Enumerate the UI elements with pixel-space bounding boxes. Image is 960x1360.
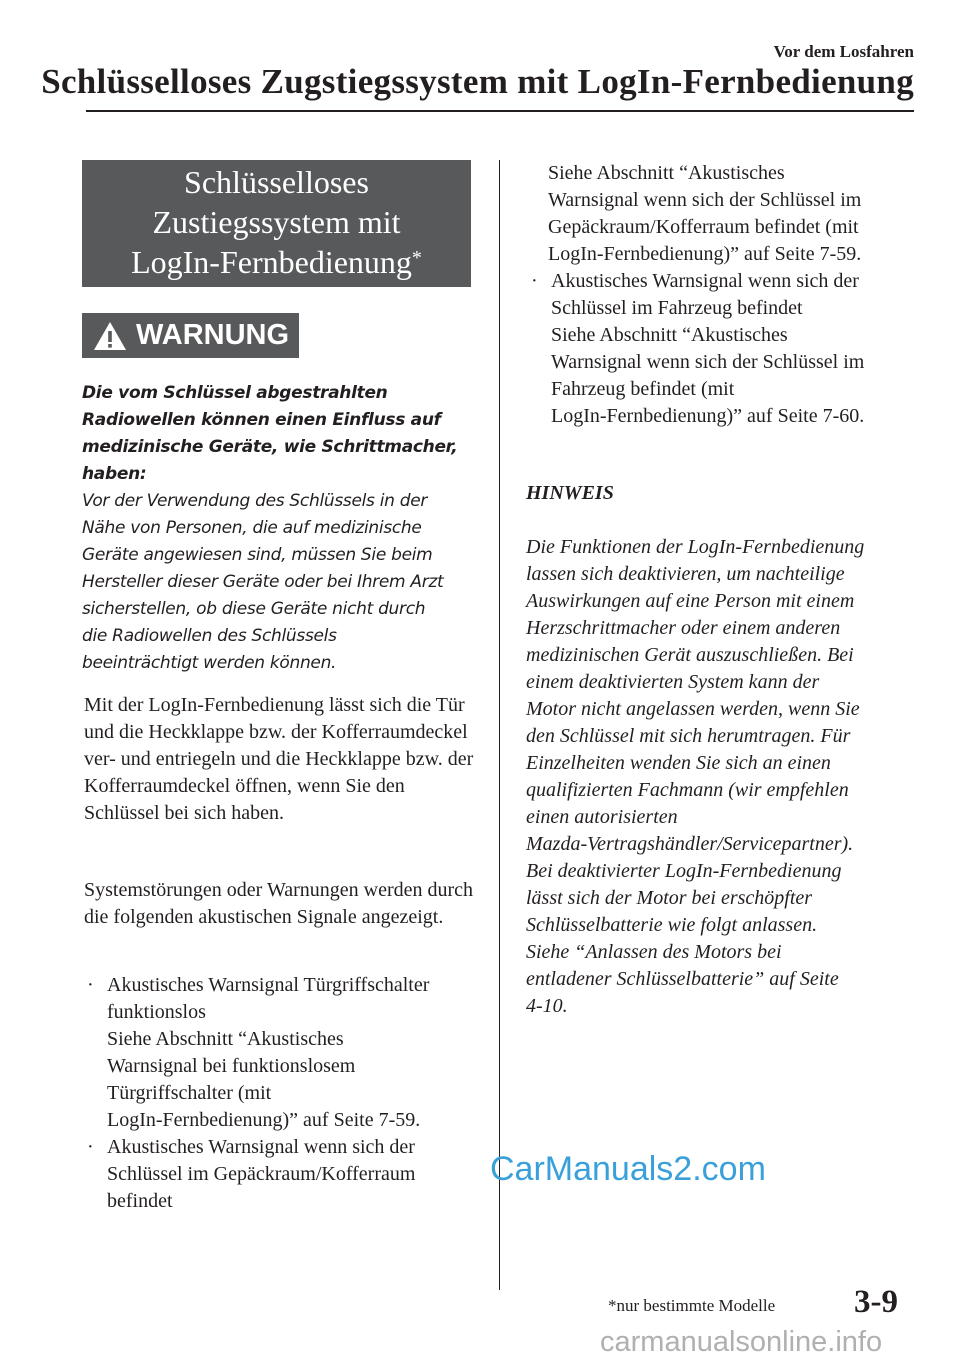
list-item-text: Akustisches Warnsignal Türgriffschalter funktionslos Siehe Abschnitt “Akustisches Warnsignal bei funktionslosem Türgriffschalter (mit LogIn-Fernbedienung)” auf Seite 7-59.	[107, 974, 430, 1131]
page-header-title: Schlüsselloses Zugstiegssystem mit LogIn-Fernbedienung	[41, 62, 914, 101]
warning-bold-line: Die vom Schlüssel abgestrahlten	[82, 383, 388, 403]
list-item-text: Akustisches Warnsignal wenn sich der Schlüssel im Gepäckraum/Kofferraum befindet	[107, 1136, 416, 1212]
bullet-dot: ·	[87, 1136, 94, 1158]
site-watermark: carmanualsonline.info	[600, 1326, 883, 1358]
note-block	[526, 453, 918, 1020]
warning-badge	[82, 313, 299, 358]
warning-bold-line: haben:	[82, 464, 147, 484]
list-item-continuation: Siehe Abschnitt “Akustisches Warnsignal wenn sich der Schlüssel im Gepäckraum/Kofferraum befindet (mit LogIn-Fernbedienung)” auf Seite 7-59.	[548, 162, 862, 265]
footnote: *nur bestimmte Modelle	[608, 1296, 776, 1315]
bullet-dot: ·	[531, 270, 538, 292]
warning-line: Vor der Verwendung des Schlüssels in der	[82, 491, 428, 511]
warning-label: WARNUNG	[136, 319, 290, 351]
body-paragraph: Mit der LogIn-Fernbedienung lässt sich die Tür und die Heckklappe bzw. der Kofferraumdeckel ver- und entriegeln und die Heckklappe bzw. der Kofferraumdeckel öffnen, wenn Sie den Schlüssel bei sich haben.	[84, 694, 474, 824]
warning-line: Geräte angewiesen sind, müssen Sie beim	[82, 545, 433, 565]
footnote-mark: *	[411, 247, 422, 269]
section-title-box	[82, 160, 471, 287]
warning-bold-line: medizinische Geräte, wie Schrittmacher,	[82, 437, 458, 457]
warning-text	[82, 380, 477, 677]
page-number: 3-9	[854, 1284, 898, 1320]
note-text: Die Funktionen der LogIn-Fernbedienung lassen sich deaktivieren, um nachteilige Auswirkungen auf eine Person mit einem Herzschrittmacher oder einem anderen medizinischen Gerät auszuschließen. Bei einem deaktivierten System kann der Motor nicht angelassen werden, wenn Sie den Schlüssel mit sich herumtragen. Für Einzelheiten wenden Sie sich an einen qualifizierten Fachmann (wir empfehlen einen autorisierten Mazda-Vertragshändler/Servicepartner). Bei deaktivierter LogIn-Fernbedienung lässt sich der Motor bei erschöpfter Schlüsselbatterie wie folgt anlassen. Siehe “Anlassen des Motors bei entladener Schlüsselbatterie” auf Seite 4-10.	[526, 536, 865, 1017]
warning-line: Nähe von Personen, die auf medizinische	[82, 518, 422, 538]
header-rule	[86, 110, 914, 112]
list-item	[84, 972, 479, 1134]
note-title: HINWEIS	[526, 482, 614, 504]
warning-line: die Radiowellen des Schlüssels	[82, 626, 337, 646]
warning-line: sicherstellen, ob diese Geräte nicht durch	[82, 599, 426, 619]
signal-list-continued	[528, 268, 918, 430]
watermark-logo: CarManuals2.com	[490, 1150, 766, 1188]
column-divider	[499, 160, 500, 1290]
list-item	[84, 1134, 479, 1215]
list-item-text: Akustisches Warnsignal wenn sich der Schlüssel im Fahrzeug befindet Siehe Abschnitt “Akustisches Warnsignal wenn sich der Schlüssel im Fahrzeug befindet (mit LogIn-Fernbedienung)” auf Seite 7-60.	[551, 270, 865, 427]
section-title-line-3: LogIn-Fernbedienung*	[131, 244, 422, 280]
section-label: Vor dem Losfahren	[773, 42, 914, 61]
section-title-line-2: Zustiegssystem mit	[152, 204, 401, 240]
bullet-dot: ·	[87, 974, 94, 996]
warning-line: Hersteller dieser Geräte oder bei Ihrem Arzt	[82, 572, 444, 592]
warning-triangle-icon	[92, 320, 128, 352]
signal-list	[84, 972, 479, 1215]
list-item	[528, 268, 918, 430]
body-paragraph: Systemstörungen oder Warnungen werden durch die folgenden akustischen Signale angezeigt.	[84, 879, 474, 928]
warning-bold-line: Radiowellen können einen Einfluss auf	[82, 410, 441, 430]
warning-line: beeinträchtigt werden können.	[82, 653, 337, 673]
section-title-line-1: Schlüsselloses	[184, 164, 369, 200]
